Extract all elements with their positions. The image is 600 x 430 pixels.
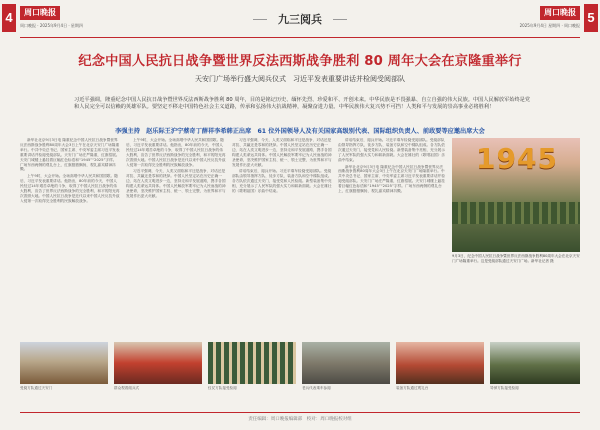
column-text: 习近平强调，今天，人类又面临和平还是战争、对话还是对抗、共赢还是零和的抉择。中国人民坚定站在历史正确一边、站在人类文明进步一边，坚持走和平发展道路，携手各国构建人类命运共同体。中国人民解放军要牢记为人民而战的神圣使命，坚决维护国家主权、统一、领土完整，为世界和平与发展作出更大贡献。 xyxy=(126,169,226,198)
page-footer: 责任编辑：周口晚报编辑部 校对：周口晚报校对组 xyxy=(20,412,580,422)
column-text: 新华社北京9月3日电 隆重纪念中国人民抗日战争暨世界反法西斯战争胜利80周年大会3日上午在北京天安门广场隆重举行。中共中央总书记、国家主席、中央军委主席习近平发表重要讲话并检阅受阅部队。天安门广场庄严隆重，红旗招展。天安门城楼上悬挂着巨幅红色标语和“1945”“2025”字样。广场东西两侧的观礼台上，红旗猎猎飘扬，观礼嘉宾精神抖擞。 xyxy=(20,138,120,172)
strip-caption: 群众观看阅兵式 xyxy=(114,386,140,390)
main-photo xyxy=(452,138,580,252)
column-text: 习近平强调，今天，人类又面临和平还是战争、对话还是对抗、共赢还是零和的抉择。中国人民坚定站在历史正确一边、站在人类文明进步一边，坚持走和平发展道路，携手各国构建人类命运共同体。中国人民解放军要牢记为人民而战的神圣使命，坚决维护国家主权、统一、领土完整，为世界和平与发展作出更大贡献。 xyxy=(232,138,332,167)
page-header xyxy=(0,0,600,36)
column-3 xyxy=(232,138,332,338)
column-text: 讲话结束后，阅兵开始。习近平乘车检阅受阅部队。受阅部队由领导指挥方队、徒步方队、装备方队和空中梯队组成。各方队依次通过天安门，接受党和人民检阅。新型装备集中亮相，充分展示了人民军队的强大实力和崭新面貌。大会在雄壮的《歌唱祖国》乐曲中结束。 xyxy=(338,138,445,162)
masthead-logo-right: 周口晚报 xyxy=(540,6,580,20)
strip-photo-3 xyxy=(208,342,296,384)
photo-1945-label: 1945 xyxy=(476,142,558,175)
header-meta-left: 周口晚报 · 2025年9月4日 · 星期四 xyxy=(20,23,83,28)
page-number-right: 5 xyxy=(584,4,598,32)
masthead-logo-left: 周口晚报 xyxy=(20,6,60,20)
column-4 xyxy=(338,138,446,338)
article-body xyxy=(20,138,580,338)
column-1 xyxy=(20,138,120,338)
parade-troops-image xyxy=(452,202,580,224)
section-title: 九三阅兵 xyxy=(261,11,339,29)
strip-photo-6 xyxy=(490,342,580,384)
column-2 xyxy=(126,138,226,338)
strip-photo-4 xyxy=(302,342,390,384)
strip-photo-2 xyxy=(114,342,202,384)
strip-caption: 受阅方队通过天安门 xyxy=(20,386,53,390)
strip-photo-1 xyxy=(20,342,108,384)
header-divider xyxy=(20,37,580,38)
header-meta-right: 2025年9月4日 星期四 · 周口晚报 xyxy=(519,23,580,28)
strip-caption: 导弹方队接受检阅 xyxy=(490,386,519,390)
byline: 李强主持 赵乐际王沪宁蔡奇丁薛祥李希韩正出席 61 位外国领导人及有关国家高级别代表、国际组织负责人、前政要等应邀出席大会 xyxy=(115,128,485,135)
column-text: 讲话结束后，阅兵开始。习近平乘车检阅受阅部队。受阅部队由领导指挥方队、徒步方队、装备方队和空中梯队组成。各方队依次通过天安门，接受党和人民检阅。新型装备集中亮相，充分展示了人民军队的强大实力和崭新面貌。大会在雄壮的《歌唱祖国》乐曲中结束。 xyxy=(232,169,332,194)
photo-strip xyxy=(20,342,580,402)
strip-caption: 仪仗方队接受检阅 xyxy=(208,386,237,390)
photo-caption: 9月3日，纪念中国人民抗日战争暨世界反法西斯战争胜利80周年大会在北京天安门广场隆重举行。这是受阅部队通过天安门广场。新华社记者 摄 xyxy=(452,254,580,263)
column-text: 上午9时，大会开始。全场高唱中华人民共和国国歌。随后，习近平发表重要讲话。他指出，80年前的今天，中国人民经过14年艰苦卓绝的斗争，取得了中国人民抗日战争的伟大胜利，宣告了世界反法西斯战争的完全胜利，和平的阳光再次普照大地。中国人民抗日战争是近代以来中国人民反抗外敌入侵第一次取得完全胜利的民族解放战争。 xyxy=(126,138,226,167)
headline: 纪念中国人民抗日战争暨世界反法西斯战争胜利 80 周年大会在京隆重举行 xyxy=(78,54,522,69)
strip-caption: 装备方队通过观礼台 xyxy=(396,386,429,390)
subheadline: 天安门广场举行盛大阅兵仪式 习近平发表重要讲话并检阅受阅部队 xyxy=(195,75,405,83)
lead-paragraph: 习近平强调，隆重纪念中国人民抗日战争暨世界反法西斯战争胜利 80 周年，目的是铭记历史、缅怀先烈、珍爱和平、开创未来。中华民族是不畏强暴、自立自强的伟大民族。中国人民解放军始终是党和人民完全可以信赖的英雄军队。要坚定不移走中国特色社会主义道路，传承和弘扬伟大抗战精神，凝聚奋进力量。中华民族伟大复兴势不可挡！人类和平与发展的崇高事业必将胜利！ xyxy=(74,97,531,111)
strip-caption: 老兵代表乘车参阅 xyxy=(302,386,331,390)
column-text: 新华社北京9月3日电 隆重纪念中国人民抗日战争暨世界反法西斯战争胜利80周年大会3日上午在北京天安门广场隆重举行。中共中央总书记、国家主席、中央军委主席习近平发表重要讲话并检阅受阅部队。天安门广场庄严隆重，红旗招展。天安门城楼上悬挂着巨幅红色标语和“1945”“2025”字样。广场东西两侧的观礼台上，红旗猎猎飘扬，观礼嘉宾精神抖擞。 xyxy=(338,164,445,194)
column-text: 上午9时，大会开始。全场高唱中华人民共和国国歌。随后，习近平发表重要讲话。他指出，80年前的今天，中国人民经过14年艰苦卓绝的斗争，取得了中国人民抗日战争的伟大胜利，宣告了世界反法西斯战争的完全胜利，和平的阳光再次普照大地。中国人民抗日战争是近代以来中国人民反抗外敌入侵第一次取得完全胜利的民族解放战争。 xyxy=(20,174,120,203)
strip-photo-5 xyxy=(396,342,484,384)
page-number-left: 4 xyxy=(2,4,16,32)
